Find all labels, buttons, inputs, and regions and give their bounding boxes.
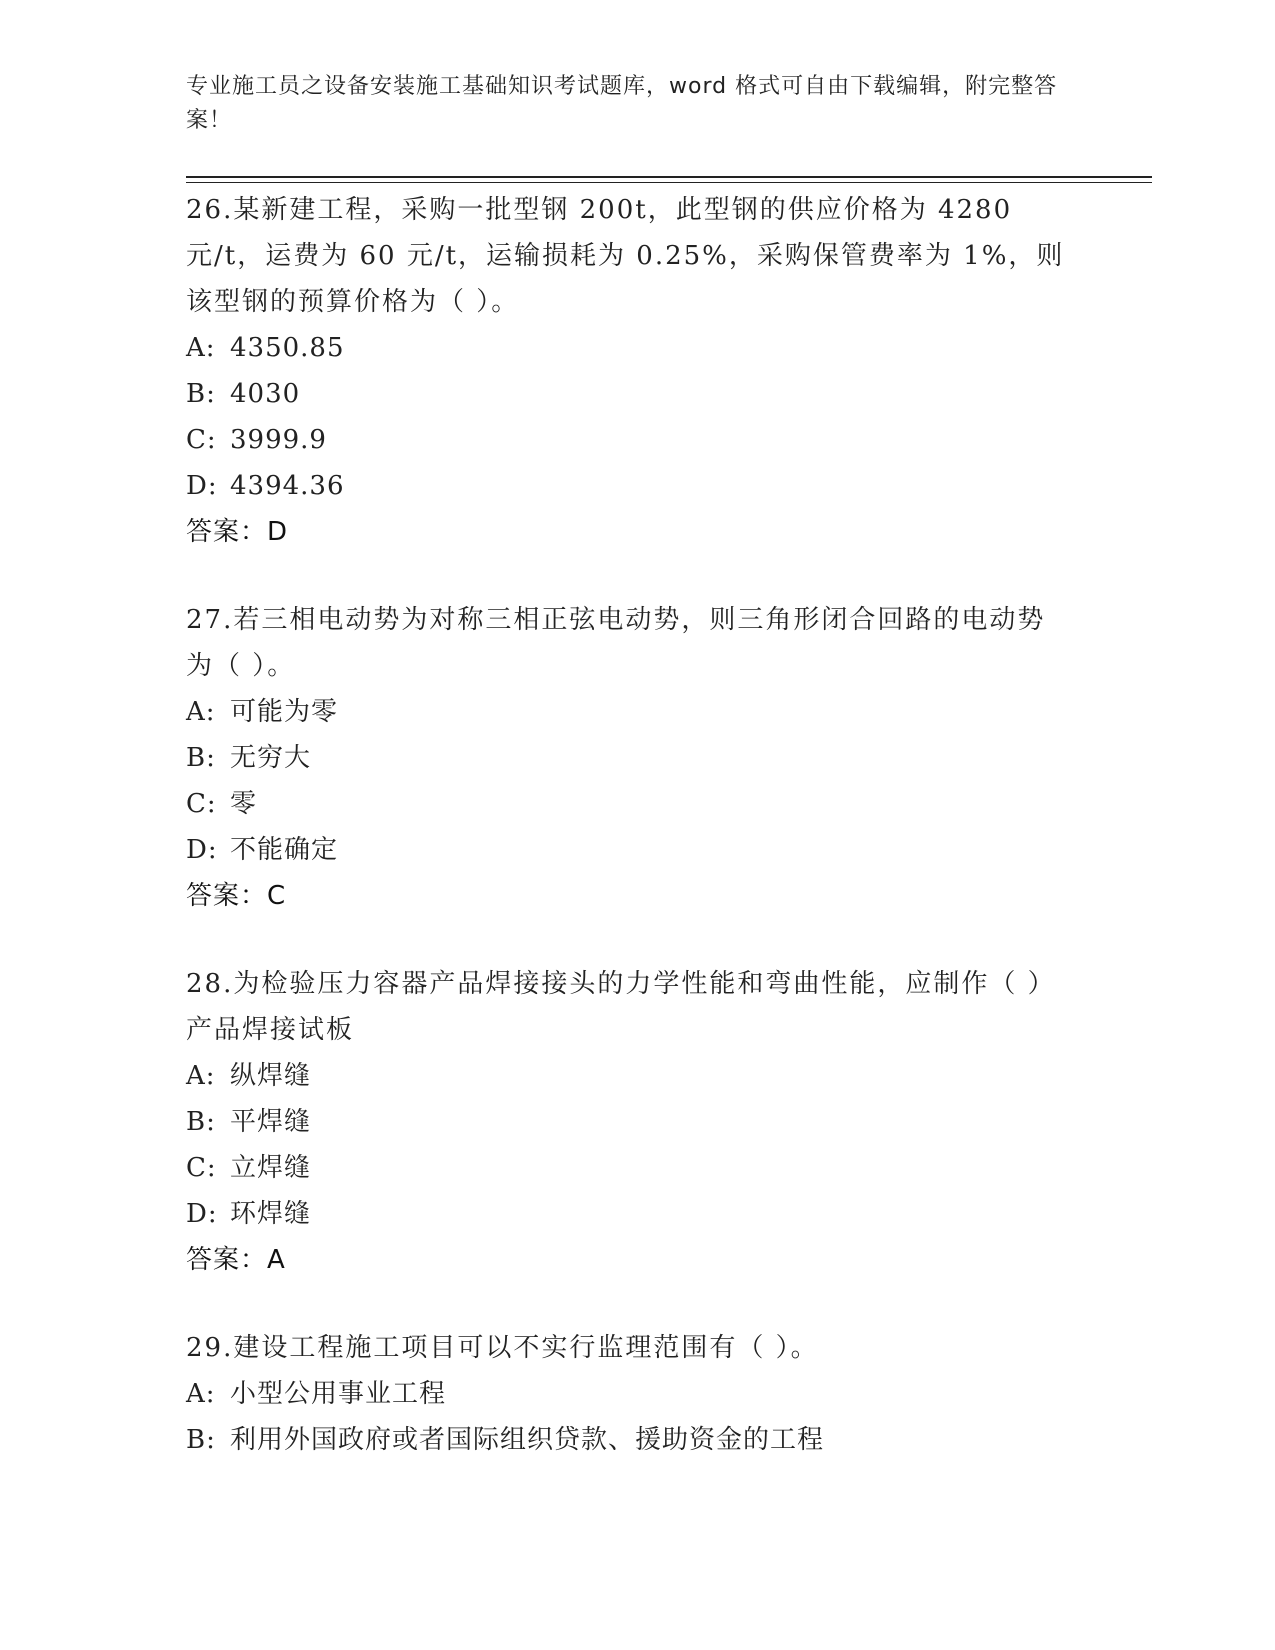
option-key: B: [186,743,216,773]
question-28 [186,961,1066,1283]
option-a [186,1053,1066,1099]
option-a [186,1371,1066,1417]
header-rule-thick [186,176,1152,178]
option-b [186,371,1066,417]
option-a [186,325,1066,371]
option-value: 环焊缝 [230,1199,312,1229]
option-value: 小型公用事业工程 [230,1379,447,1409]
question-27 [186,597,1066,919]
option-key: D: [186,1199,218,1229]
option-d [186,1191,1066,1237]
header-rule-thin [186,182,1152,183]
answer-label: 答案：A [186,1245,286,1275]
question-29 [186,1325,1066,1463]
option-key: A: [186,697,216,727]
option-value: 无穷大 [230,743,312,773]
option-b [186,1099,1066,1145]
question-26 [186,187,1066,555]
answer-label: 答案：C [186,881,287,911]
option-value: 平焊缝 [230,1107,312,1137]
option-value: 零 [230,789,258,819]
option-a [186,689,1066,735]
option-d [186,827,1066,873]
answer-label: 答案：D [186,517,289,547]
option-value: 4030 [230,379,301,409]
option-key: C: [186,1153,217,1183]
document-header: 专业施工员之设备安装施工基础知识考试题库，word 格式可自由下载编辑，附完整答案！ [186,74,1058,133]
option-key: D: [186,471,218,501]
option-value: 4350.85 [230,333,345,363]
option-key: B: [186,379,216,409]
option-key: B: [186,1107,216,1137]
option-value: 可能为零 [230,697,339,727]
option-value: 纵焊缝 [230,1061,312,1091]
option-value: 立焊缝 [230,1153,312,1183]
option-b [186,1417,1066,1463]
option-key: D: [186,835,218,865]
question-text: 29.建设工程施工项目可以不实行监理范围有（ ）。 [186,1333,819,1363]
option-key: A: [186,1061,216,1091]
option-key: B: [186,1425,216,1455]
option-c [186,781,1066,827]
option-c [186,417,1066,463]
option-key: A: [186,1379,216,1409]
question-list [186,187,1066,1505]
question-text: 27.若三相电动势为对称三相正弦电动势，则三角形闭合回路的电动势为（ ）。 [186,605,1046,681]
question-text: 26.某新建工程，采购一批型钢 200t，此型钢的供应价格为 4280 元/t，运费为 60 元/t，运输损耗为 0.25%，采购保管费率为 1%，则该型钢的预算价格为（ ）。 [186,195,1065,317]
option-value: 利用外国政府或者国际组织贷款、援助资金的工程 [230,1425,825,1455]
option-key: C: [186,789,217,819]
option-value: 3999.9 [230,425,327,455]
option-key: A: [186,333,216,363]
option-value: 4394.36 [230,471,345,501]
option-c [186,1145,1066,1191]
option-b [186,735,1066,781]
option-value: 不能确定 [230,835,339,865]
option-key: C: [186,425,217,455]
option-d [186,463,1066,509]
question-text: 28.为检验压力容器产品焊接接头的力学性能和弯曲性能，应制作（ ）产品焊接试板 [186,969,1056,1045]
